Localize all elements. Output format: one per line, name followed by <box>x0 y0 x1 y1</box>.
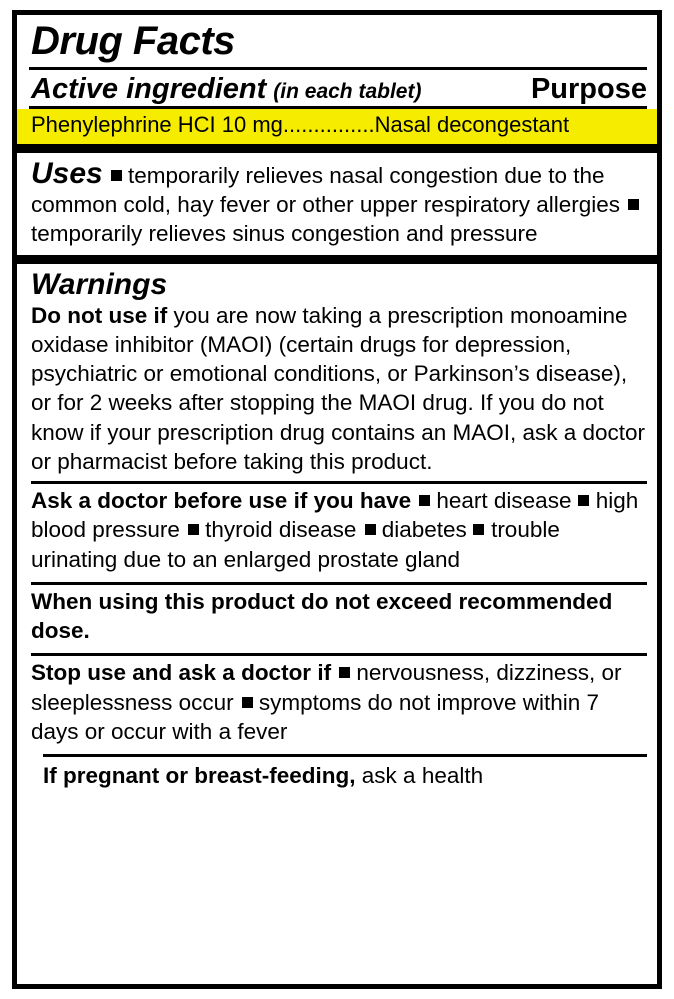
uses-item-2: temporarily relieves sinus congestion and pressure <box>31 221 538 247</box>
active-ingredient-heading-group <box>31 74 421 104</box>
do-not-use-text: you are now taking a prescription monoamine oxidase inhibitor (MAOI) (certain drugs for depression, psychiatric or emotional conditions, or Parkinson’s disease), or for 2 weeks after stopping the MAOI drug. If you do not know if your prescription drug contains an MAOI, ask a doctor or pharmacist before taking this product. <box>31 302 646 474</box>
uses-section <box>17 153 657 255</box>
do-not-use-block <box>31 301 647 477</box>
label-frame <box>12 10 662 989</box>
warnings-heading: Warnings <box>31 267 168 301</box>
stop-use-block <box>17 656 657 749</box>
bullet-square-icon <box>419 495 430 506</box>
active-ingredient-header <box>17 70 657 106</box>
active-ingredient-heading: Active ingredient <box>31 73 267 105</box>
ask-doctor-block <box>17 484 657 577</box>
active-ingredient-row: Phenylephrine HCI 10 mg...............Nasal decongestant <box>17 109 657 143</box>
uses-heading: Uses <box>31 156 103 190</box>
stop-use-item-2: symptoms do not improve within 7 days or occur with a fever <box>31 689 600 744</box>
page-title: Drug Facts <box>31 19 235 63</box>
bullet-square-icon <box>339 667 350 678</box>
section-divider-warnings <box>17 255 657 264</box>
bullet-square-icon <box>365 524 376 535</box>
when-using-block: When using this product do not exceed recommended dose. <box>31 588 613 644</box>
ask-doctor-item-4: diabetes <box>381 517 467 543</box>
bullet-square-icon <box>111 170 122 181</box>
ask-doctor-item-5: trouble urinating due to an enlarged prostate gland <box>31 517 560 572</box>
bullet-square-icon <box>242 697 253 708</box>
purpose-heading: Purpose <box>530 73 647 105</box>
ask-doctor-item-3: thyroid disease <box>205 517 357 543</box>
pregnant-text: ask a health <box>361 763 484 789</box>
do-not-use-lead: Do not use if <box>31 302 168 328</box>
uses-item-1: temporarily relieves nasal congestion due to the common cold, hay fever or other upper respiratory allergies <box>31 162 621 218</box>
ask-doctor-item-1: heart disease <box>436 488 572 514</box>
stop-use-item-1: nervousness, dizziness, or sleeplessness occur <box>31 660 622 715</box>
pregnant-lead: If pregnant or breast-feeding, <box>43 763 356 789</box>
bullet-square-icon <box>473 524 484 535</box>
ask-doctor-lead: Ask a doctor before use if you have <box>31 488 412 514</box>
ask-doctor-item-2: high blood pressure <box>31 488 639 543</box>
bullet-square-icon <box>188 524 199 535</box>
bullet-square-icon <box>628 199 639 210</box>
section-divider-uses <box>17 144 657 153</box>
bullet-square-icon <box>578 495 589 506</box>
warnings-section <box>17 264 657 477</box>
pregnant-block <box>17 757 657 790</box>
stop-use-lead: Stop use and ask a doctor if <box>31 660 332 686</box>
active-ingredient-subheading: (in each tablet) <box>273 80 422 103</box>
